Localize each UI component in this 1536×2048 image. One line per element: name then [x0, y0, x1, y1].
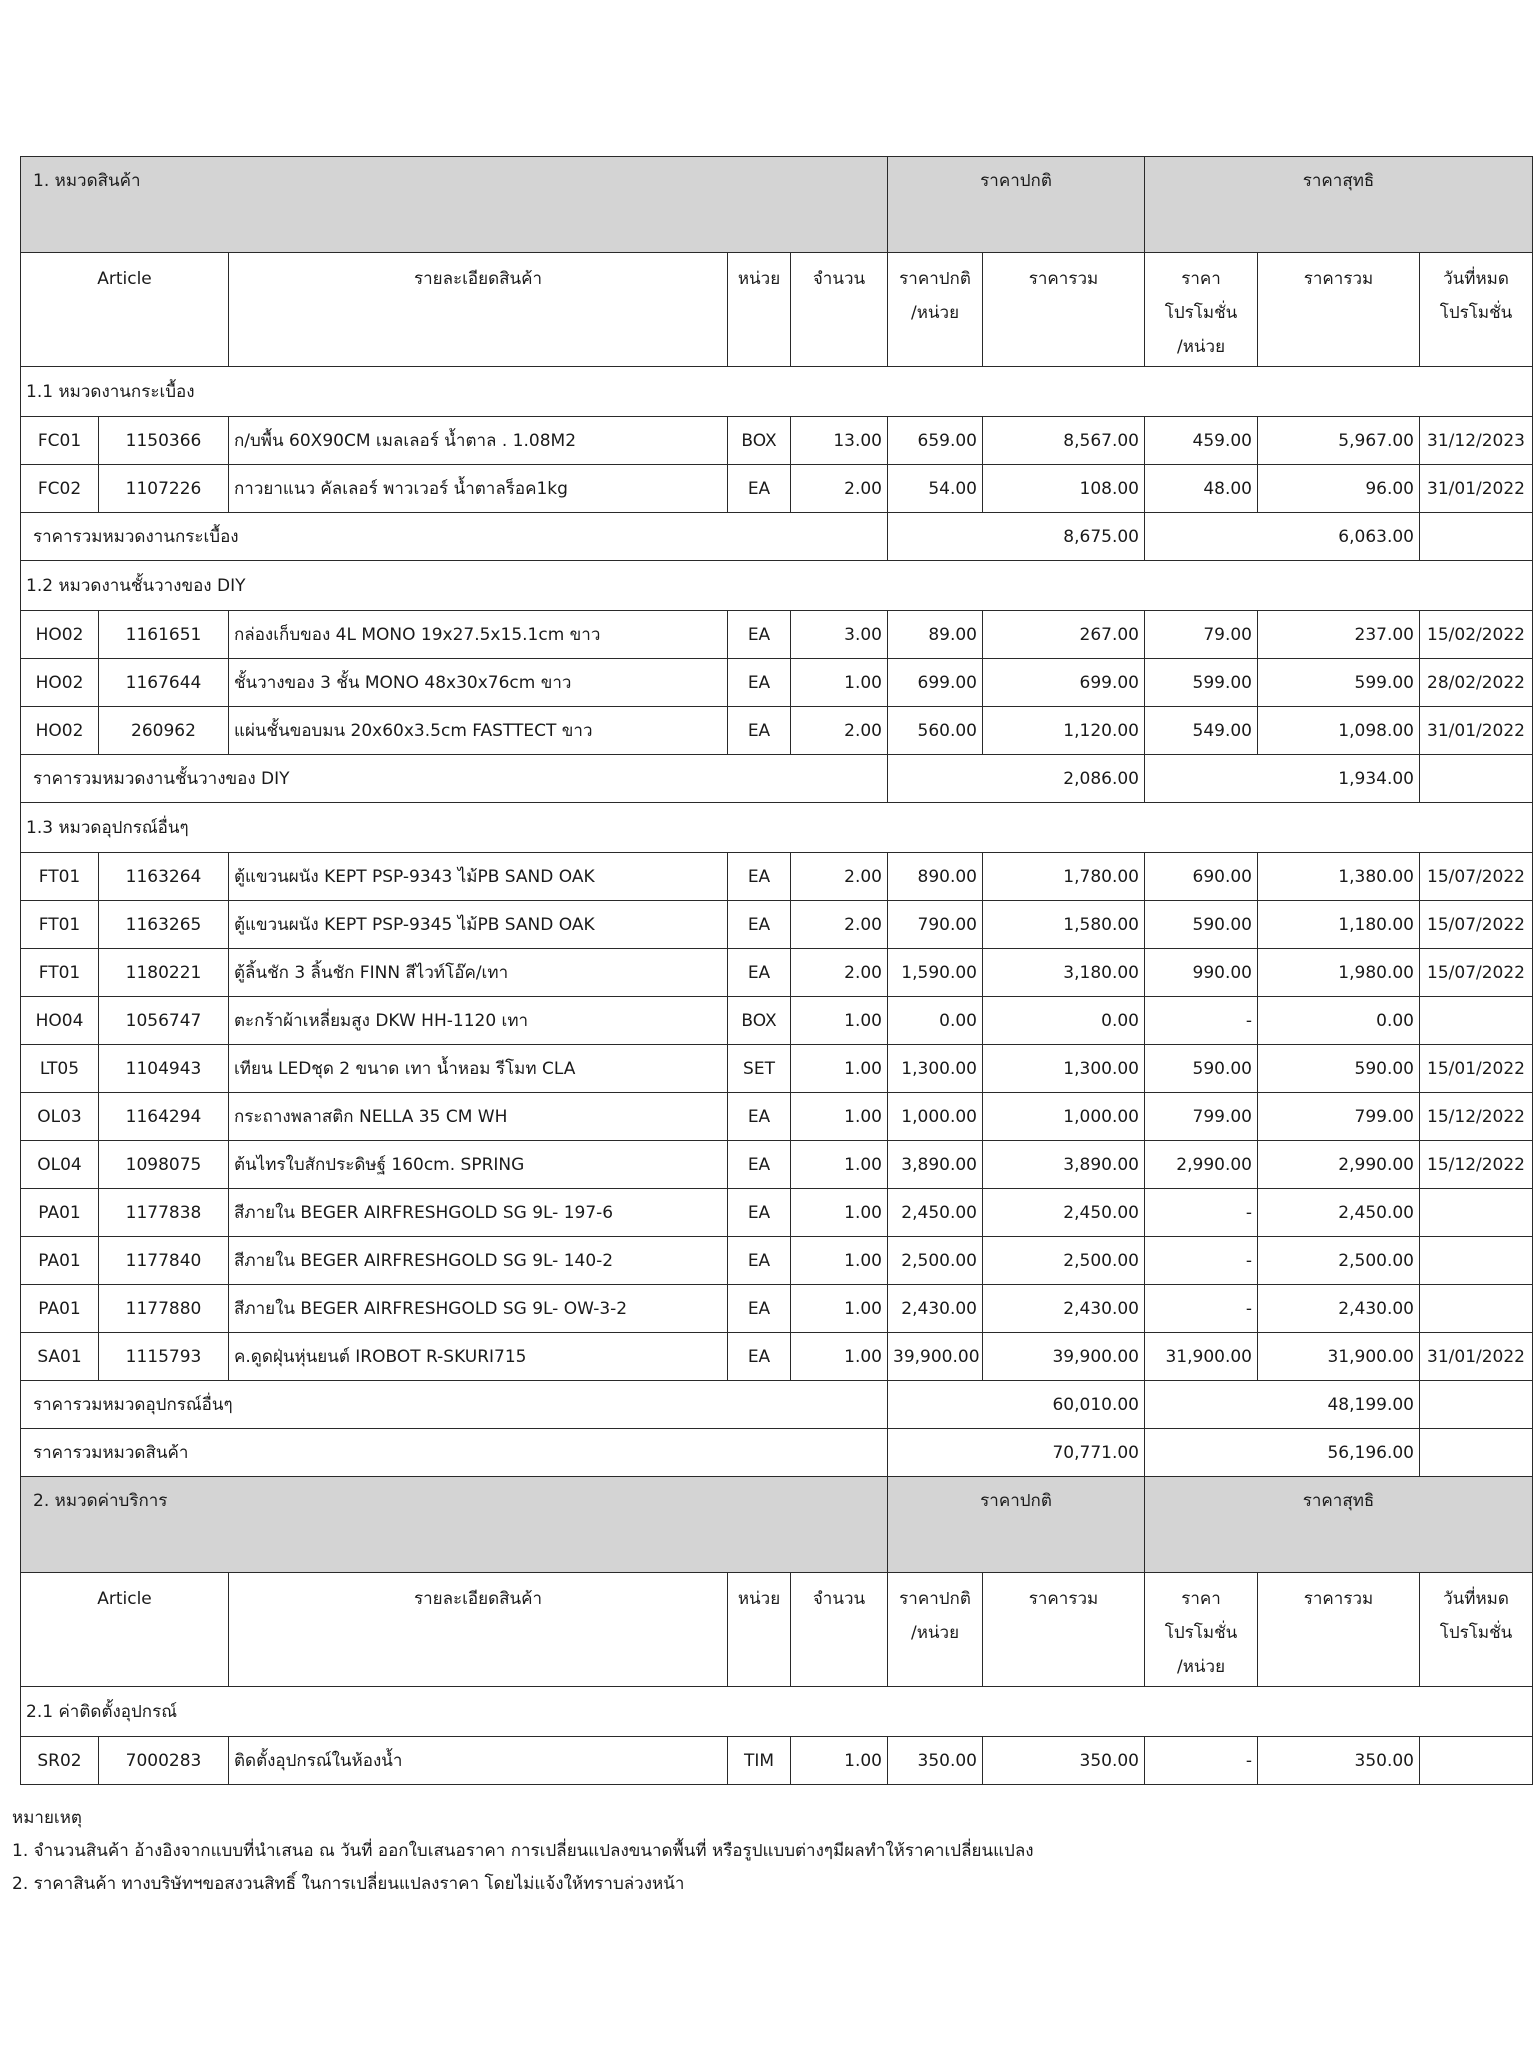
table-row [21, 1189, 1533, 1237]
cell-description: สีภายใน BEGER AIRFRESHGOLD SG 9L- OW-3-2 [229, 1285, 728, 1333]
cell-category-code: PA01 [21, 1189, 99, 1237]
cell-unit-price: 350.00 [888, 1737, 983, 1785]
cell-unit: EA [728, 1285, 791, 1333]
cell-unit-price: 89.00 [888, 611, 983, 659]
header-line: วันที่หมด [1443, 269, 1509, 289]
cell-total: 1,120.00 [983, 707, 1145, 755]
header-line: /หน่วย [1176, 1657, 1226, 1677]
cell-net-total: 1,098.00 [1258, 707, 1420, 755]
subtotal-row [21, 755, 1533, 803]
table-row [21, 1285, 1533, 1333]
net-price-group-label: ราคาสุทธิ [1145, 1477, 1533, 1573]
cell-net-total: 1,380.00 [1258, 853, 1420, 901]
subtotal-label: ราคารวมหมวดงานชั้นวางของ DIY [21, 755, 888, 803]
cell-promo-end-date: 15/07/2022 [1420, 949, 1533, 997]
header-line: /หน่วย [910, 303, 960, 323]
cell-total: 0.00 [983, 997, 1145, 1045]
cell-category-code: LT05 [21, 1045, 99, 1093]
cell-article: 1177840 [99, 1237, 229, 1285]
subtotal-label: ราคารวมหมวดอุปกรณ์อื่นๆ [21, 1381, 888, 1429]
cell-net-total: 237.00 [1258, 611, 1420, 659]
cell-promo-price: 590.00 [1145, 1045, 1258, 1093]
section-title: 1. หมวดสินค้า [21, 157, 888, 253]
cell-qty: 1.00 [791, 1141, 888, 1189]
cell-qty: 1.00 [791, 1285, 888, 1333]
cell-description: ค.ดูดฝุ่นหุ่นยนต์ IROBOT R-SKURI715 [229, 1333, 728, 1381]
section-header [21, 1477, 1533, 1573]
cell-category-code: SR02 [21, 1737, 99, 1785]
cell-qty: 2.00 [791, 853, 888, 901]
cell-total: 1,300.00 [983, 1045, 1145, 1093]
cell-net-total: 590.00 [1258, 1045, 1420, 1093]
col-net-total: ราคารวม [1258, 1573, 1420, 1687]
cell-category-code: FC01 [21, 417, 99, 465]
cell-net-total: 0.00 [1258, 997, 1420, 1045]
header-line: โปรโมชั่น [1164, 1623, 1238, 1643]
table-row [21, 1141, 1533, 1189]
cell-promo-end-date: 28/02/2022 [1420, 659, 1533, 707]
subcategory-title: 1.1 หมวดงานกระเบื้อง [21, 367, 1533, 417]
table-row [21, 949, 1533, 997]
header-line: ราคาปกติ [899, 269, 971, 289]
cell-article: 1164294 [99, 1093, 229, 1141]
cell-description: ตู้แขวนผนัง KEPT PSP-9345 ไม้PB SAND OAK [229, 901, 728, 949]
subtotal-label: ราคารวมหมวดสินค้า [21, 1429, 888, 1477]
col-regular-unit-price [888, 253, 983, 367]
cell-net-total: 96.00 [1258, 465, 1420, 513]
cell-category-code: HO02 [21, 611, 99, 659]
col-total: ราคารวม [983, 253, 1145, 367]
col-article: Article [21, 1573, 229, 1687]
cell-total: 699.00 [983, 659, 1145, 707]
cell-unit: EA [728, 1333, 791, 1381]
col-qty: จำนวน [791, 1573, 888, 1687]
net-price-group-label: ราคาสุทธิ [1145, 157, 1533, 253]
cell-description: ตู้แขวนผนัง KEPT PSP-9343 ไม้PB SAND OAK [229, 853, 728, 901]
regular-price-group-label: ราคาปกติ [888, 1477, 1145, 1573]
cell-unit: SET [728, 1045, 791, 1093]
subtotal-row [21, 1381, 1533, 1429]
cell-qty: 1.00 [791, 659, 888, 707]
notes-title: หมายเหตุ [12, 1808, 82, 1828]
cell-total: 8,567.00 [983, 417, 1145, 465]
cell-net-total: 2,990.00 [1258, 1141, 1420, 1189]
cell-total: 267.00 [983, 611, 1145, 659]
cell-category-code: OL04 [21, 1141, 99, 1189]
cell-unit: EA [728, 465, 791, 513]
col-qty: จำนวน [791, 253, 888, 367]
header-line: ราคา [1181, 1589, 1221, 1609]
cell-description: กาวยาแนว คัลเลอร์ พาวเวอร์ น้ำตาลร็อค1kg [229, 465, 728, 513]
cell-net-total: 599.00 [1258, 659, 1420, 707]
cell-description: ก/บพื้น 60X90CM เมลเลอร์ น้ำตาล . 1.08M2 [229, 417, 728, 465]
cell-description: ต้นไทรใบสักประดิษฐ์ 160cm. SPRING [229, 1141, 728, 1189]
cell-unit-price: 659.00 [888, 417, 983, 465]
cell-article: 7000283 [99, 1737, 229, 1785]
cell-total: 3,890.00 [983, 1141, 1145, 1189]
cell-article: 1177838 [99, 1189, 229, 1237]
cell-article: 260962 [99, 707, 229, 755]
cell-total: 2,500.00 [983, 1237, 1145, 1285]
cell-net-total: 799.00 [1258, 1093, 1420, 1141]
cell-unit: TIM [728, 1737, 791, 1785]
cell-unit-price: 2,450.00 [888, 1189, 983, 1237]
cell-total: 350.00 [983, 1737, 1145, 1785]
cell-unit: EA [728, 1237, 791, 1285]
cell-total: 108.00 [983, 465, 1145, 513]
cell-promo-price: - [1145, 997, 1258, 1045]
cell-article: 1107226 [99, 465, 229, 513]
cell-qty: 2.00 [791, 465, 888, 513]
cell-unit: EA [728, 1093, 791, 1141]
cell-unit: BOX [728, 997, 791, 1045]
cell-promo-end-date: 15/07/2022 [1420, 853, 1533, 901]
subtotal-blank [1420, 1429, 1533, 1477]
cell-qty: 1.00 [791, 1333, 888, 1381]
cell-unit: BOX [728, 417, 791, 465]
cell-qty: 2.00 [791, 901, 888, 949]
table-row [21, 1093, 1533, 1141]
table-row [21, 465, 1533, 513]
column-header-row [21, 253, 1533, 367]
cell-promo-price: - [1145, 1237, 1258, 1285]
cell-qty: 1.00 [791, 1737, 888, 1785]
cell-total: 39,900.00 [983, 1333, 1145, 1381]
cell-unit-price: 1,590.00 [888, 949, 983, 997]
cell-description: ตะกร้าผ้าเหลี่ยมสูง DKW HH-1120 เทา [229, 997, 728, 1045]
subtotal-regular: 60,010.00 [888, 1381, 1145, 1429]
cell-total: 1,580.00 [983, 901, 1145, 949]
cell-category-code: HO02 [21, 659, 99, 707]
cell-promo-end-date: 31/01/2022 [1420, 465, 1533, 513]
subtotal-blank [1420, 755, 1533, 803]
cell-qty: 1.00 [791, 1093, 888, 1141]
cell-promo-price: 79.00 [1145, 611, 1258, 659]
subtotal-net: 48,199.00 [1145, 1381, 1420, 1429]
cell-qty: 1.00 [791, 1237, 888, 1285]
cell-promo-price: 799.00 [1145, 1093, 1258, 1141]
col-promo-unit-price [1145, 1573, 1258, 1687]
header-line: วันที่หมด [1443, 1589, 1509, 1609]
header-line: ราคาปกติ [899, 1589, 971, 1609]
cell-unit: EA [728, 611, 791, 659]
notes-line-2: 2. ราคาสินค้า ทางบริษัทฯขอสงวนสิทธิ์ ในการเปลี่ยนแปลงราคา โดยไม่แจ้งให้ทราบล่วงหน้า [12, 1874, 685, 1894]
col-unit: หน่วย [728, 1573, 791, 1687]
cell-article: 1115793 [99, 1333, 229, 1381]
notes-line-1: 1. จำนวนสินค้า อ้างอิงจากแบบที่นำเสนอ ณ วันที่ ออกใบเสนอราคา การเปลี่ยนแปลงขนาดพื้นที่ หรือรูปแบบต่างๆมีผลทำให้ราคาเปลี่ยนแปลง [12, 1841, 1034, 1861]
column-header-row [21, 1573, 1533, 1687]
cell-unit-price: 1,000.00 [888, 1093, 983, 1141]
cell-description: กระถางพลาสติก NELLA 35 CM WH [229, 1093, 728, 1141]
cell-article: 1177880 [99, 1285, 229, 1333]
cell-net-total: 2,450.00 [1258, 1189, 1420, 1237]
table-row [21, 997, 1533, 1045]
cell-category-code: FT01 [21, 853, 99, 901]
table-row [21, 1045, 1533, 1093]
subcategory-title: 1.2 หมวดงานชั้นวางของ DIY [21, 561, 1533, 611]
header-line: /หน่วย [1176, 337, 1226, 357]
cell-promo-end-date: 31/01/2022 [1420, 707, 1533, 755]
table-row [21, 417, 1533, 465]
cell-promo-end-date: 15/01/2022 [1420, 1045, 1533, 1093]
table-row [21, 611, 1533, 659]
regular-price-group-label: ราคาปกติ [888, 157, 1145, 253]
col-description: รายละเอียดสินค้า [229, 1573, 728, 1687]
cell-total: 2,450.00 [983, 1189, 1145, 1237]
cell-unit: EA [728, 1189, 791, 1237]
col-unit: หน่วย [728, 253, 791, 367]
subcategory-row [21, 561, 1533, 611]
col-article: Article [21, 253, 229, 367]
subtotal-regular: 8,675.00 [888, 513, 1145, 561]
cell-unit-price: 699.00 [888, 659, 983, 707]
cell-promo-end-date [1420, 997, 1533, 1045]
cell-unit-price: 2,430.00 [888, 1285, 983, 1333]
cell-qty: 1.00 [791, 1189, 888, 1237]
cell-unit: EA [728, 659, 791, 707]
cell-promo-end-date [1420, 1189, 1533, 1237]
subtotal-net: 6,063.00 [1145, 513, 1420, 561]
cell-promo-price: 549.00 [1145, 707, 1258, 755]
cell-net-total: 5,967.00 [1258, 417, 1420, 465]
cell-promo-price: 459.00 [1145, 417, 1258, 465]
cell-net-total: 350.00 [1258, 1737, 1420, 1785]
cell-promo-price: 990.00 [1145, 949, 1258, 997]
cell-total: 3,180.00 [983, 949, 1145, 997]
col-promo-end-date [1420, 253, 1533, 367]
table-row [21, 707, 1533, 755]
table-row [21, 1737, 1533, 1785]
notes [12, 1802, 1034, 1901]
col-promo-end-date [1420, 1573, 1533, 1687]
cell-article: 1056747 [99, 997, 229, 1045]
cell-unit: EA [728, 707, 791, 755]
cell-qty: 2.00 [791, 707, 888, 755]
cell-net-total: 1,180.00 [1258, 901, 1420, 949]
cell-promo-price: 690.00 [1145, 853, 1258, 901]
cell-promo-end-date: 31/01/2022 [1420, 1333, 1533, 1381]
table-row [21, 853, 1533, 901]
subcategory-title: 2.1 ค่าติดตั้งอุปกรณ์ [21, 1687, 1533, 1737]
cell-description: สีภายใน BEGER AIRFRESHGOLD SG 9L- 197-6 [229, 1189, 728, 1237]
col-total: ราคารวม [983, 1573, 1145, 1687]
subcategory-row [21, 367, 1533, 417]
cell-net-total: 1,980.00 [1258, 949, 1420, 997]
cell-description: กล่องเก็บของ 4L MONO 19x27.5x15.1cm ขาว [229, 611, 728, 659]
cell-qty: 13.00 [791, 417, 888, 465]
subtotal-row [21, 513, 1533, 561]
cell-promo-price: 31,900.00 [1145, 1333, 1258, 1381]
cell-total: 1,000.00 [983, 1093, 1145, 1141]
cell-promo-end-date: 31/12/2023 [1420, 417, 1533, 465]
cell-article: 1098075 [99, 1141, 229, 1189]
cell-article: 1180221 [99, 949, 229, 997]
cell-category-code: PA01 [21, 1237, 99, 1285]
cell-unit: EA [728, 901, 791, 949]
cell-article: 1104943 [99, 1045, 229, 1093]
cell-promo-price: 48.00 [1145, 465, 1258, 513]
cell-category-code: SA01 [21, 1333, 99, 1381]
cell-category-code: OL03 [21, 1093, 99, 1141]
subtotal-blank [1420, 513, 1533, 561]
cell-promo-end-date: 15/07/2022 [1420, 901, 1533, 949]
cell-net-total: 2,500.00 [1258, 1237, 1420, 1285]
cell-category-code: HO02 [21, 707, 99, 755]
cell-promo-price: - [1145, 1737, 1258, 1785]
subtotal-blank [1420, 1381, 1533, 1429]
cell-qty: 1.00 [791, 997, 888, 1045]
cell-description: ชั้นวางของ 3 ชั้น MONO 48x30x76cm ขาว [229, 659, 728, 707]
subcategory-row [21, 1687, 1533, 1737]
subcategory-row [21, 803, 1533, 853]
cell-promo-end-date [1420, 1285, 1533, 1333]
cell-description: แผ่นชั้นขอบมน 20x60x3.5cm FASTTECT ขาว [229, 707, 728, 755]
cell-net-total: 31,900.00 [1258, 1333, 1420, 1381]
col-regular-unit-price [888, 1573, 983, 1687]
cell-category-code: FT01 [21, 901, 99, 949]
table-row [21, 659, 1533, 707]
cell-description: ติดตั้งอุปกรณ์ในห้องน้ำ [229, 1737, 728, 1785]
cell-description: สีภายใน BEGER AIRFRESHGOLD SG 9L- 140-2 [229, 1237, 728, 1285]
cell-unit: EA [728, 949, 791, 997]
cell-category-code: PA01 [21, 1285, 99, 1333]
cell-unit-price: 3,890.00 [888, 1141, 983, 1189]
cell-description: ตู้ลิ้นชัก 3 ลิ้นชัก FINN สีไวท์โอ๊ค/เทา [229, 949, 728, 997]
cell-article: 1161651 [99, 611, 229, 659]
header-line: โปรโมชั่น [1164, 303, 1238, 323]
cell-promo-end-date [1420, 1737, 1533, 1785]
cell-unit-price: 39,900.00 [888, 1333, 983, 1381]
cell-unit-price: 790.00 [888, 901, 983, 949]
table-row [21, 901, 1533, 949]
cell-category-code: FC02 [21, 465, 99, 513]
cell-article: 1150366 [99, 417, 229, 465]
cell-promo-price: 2,990.00 [1145, 1141, 1258, 1189]
cell-promo-end-date: 15/02/2022 [1420, 611, 1533, 659]
quotation-table [20, 156, 1533, 1785]
subcategory-title: 1.3 หมวดอุปกรณ์อื่นๆ [21, 803, 1533, 853]
cell-promo-price: - [1145, 1189, 1258, 1237]
header-line: โปรโมชั่น [1439, 303, 1513, 323]
cell-promo-price: 599.00 [1145, 659, 1258, 707]
cell-promo-end-date: 15/12/2022 [1420, 1141, 1533, 1189]
cell-unit-price: 1,300.00 [888, 1045, 983, 1093]
cell-promo-end-date: 15/12/2022 [1420, 1093, 1533, 1141]
section-title: 2. หมวดค่าบริการ [21, 1477, 888, 1573]
cell-article: 1163264 [99, 853, 229, 901]
cell-promo-price: - [1145, 1285, 1258, 1333]
cell-unit: EA [728, 853, 791, 901]
cell-article: 1167644 [99, 659, 229, 707]
cell-unit-price: 2,500.00 [888, 1237, 983, 1285]
subtotal-regular: 2,086.00 [888, 755, 1145, 803]
col-net-total: ราคารวม [1258, 253, 1420, 367]
cell-qty: 2.00 [791, 949, 888, 997]
cell-category-code: HO04 [21, 997, 99, 1045]
cell-unit-price: 54.00 [888, 465, 983, 513]
cell-total: 1,780.00 [983, 853, 1145, 901]
cell-promo-end-date [1420, 1237, 1533, 1285]
subtotal-regular: 70,771.00 [888, 1429, 1145, 1477]
cell-unit-price: 0.00 [888, 997, 983, 1045]
table-row [21, 1237, 1533, 1285]
subtotal-net: 56,196.00 [1145, 1429, 1420, 1477]
header-line: /หน่วย [910, 1623, 960, 1643]
col-promo-unit-price [1145, 253, 1258, 367]
cell-total: 2,430.00 [983, 1285, 1145, 1333]
col-description: รายละเอียดสินค้า [229, 253, 728, 367]
cell-net-total: 2,430.00 [1258, 1285, 1420, 1333]
subtotal-row [21, 1429, 1533, 1477]
cell-unit: EA [728, 1141, 791, 1189]
cell-qty: 1.00 [791, 1045, 888, 1093]
cell-category-code: FT01 [21, 949, 99, 997]
cell-promo-price: 590.00 [1145, 901, 1258, 949]
header-line: โปรโมชั่น [1439, 1623, 1513, 1643]
cell-article: 1163265 [99, 901, 229, 949]
subtotal-net: 1,934.00 [1145, 755, 1420, 803]
cell-unit-price: 560.00 [888, 707, 983, 755]
subtotal-label: ราคารวมหมวดงานกระเบื้อง [21, 513, 888, 561]
section-header [21, 157, 1533, 253]
cell-unit-price: 890.00 [888, 853, 983, 901]
table-row [21, 1333, 1533, 1381]
cell-description: เทียน LEDชุด 2 ขนาด เทา น้ำหอม รีโมท CLA [229, 1045, 728, 1093]
header-line: ราคา [1181, 269, 1221, 289]
cell-qty: 3.00 [791, 611, 888, 659]
